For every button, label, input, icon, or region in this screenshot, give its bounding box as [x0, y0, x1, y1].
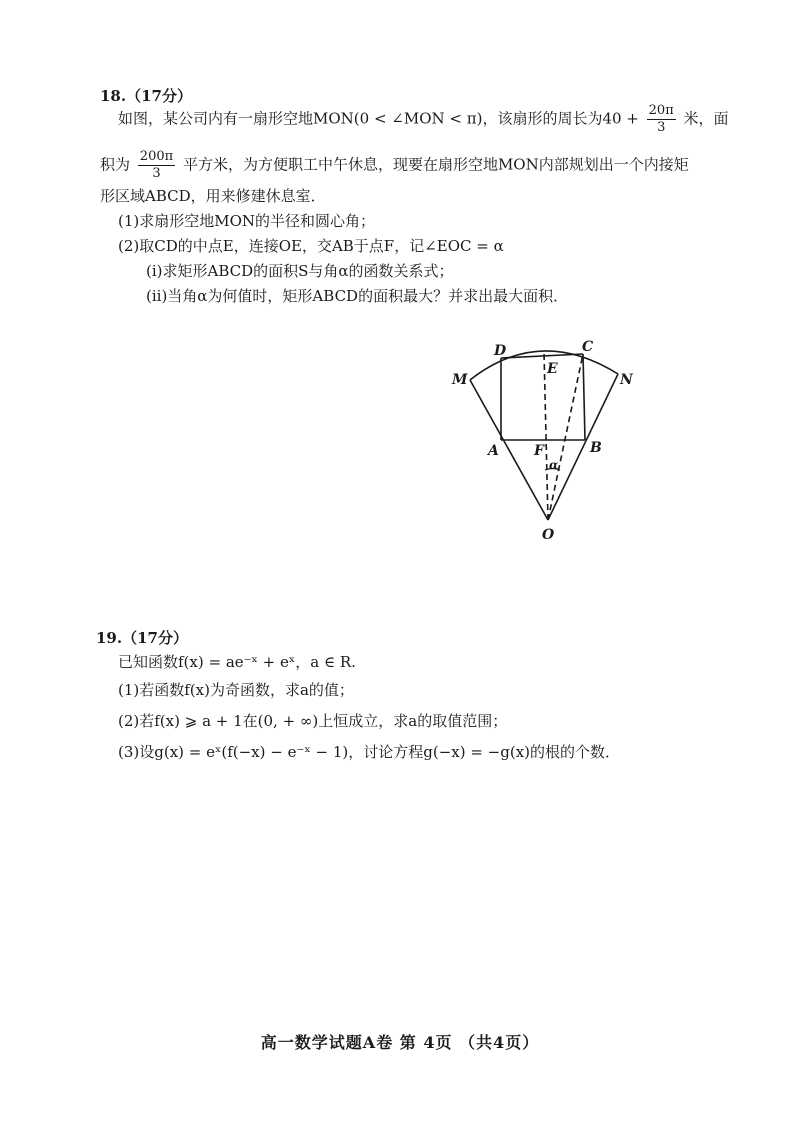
q18-part1: (1)求扇形空地MON的半径和圆心角；: [118, 212, 376, 230]
area-fraction-denominator: 3: [152, 166, 161, 181]
label-C: C: [582, 339, 594, 355]
segment-OC: [548, 354, 583, 520]
label-M: M: [452, 372, 468, 388]
label-A: A: [488, 443, 499, 459]
segment-OE: [544, 352, 548, 520]
label-F: F: [534, 443, 544, 459]
label-E: E: [547, 361, 558, 377]
q18-intro-line3: 形区域ABCD，用来修建休息室．: [100, 187, 326, 205]
label-alpha: α: [549, 458, 559, 472]
label-B: B: [590, 440, 602, 456]
side-CB: [583, 354, 585, 440]
area-fraction-numerator: 200π: [139, 149, 174, 164]
q19-given: 已知函数f(x) = ae⁻ˣ + eˣ，a ∈ R.: [118, 653, 356, 671]
label-O: O: [542, 527, 555, 543]
page-footer: 高一数学试题A卷 第 4页 （共4页）: [260, 1033, 540, 1052]
q18-number: 18.（17分）: [100, 87, 192, 105]
q18-intro-a: 如图，某公司内有一扇形空地MON(0 < ∠MON < π)，该扇形的周长为40 +: [118, 109, 639, 128]
q18-intro-b: 米，面: [683, 109, 729, 128]
q19-part2: (2)若f(x) ⩾ a + 1在(0, + ∞)上恒成立，求a的取值范围；: [118, 712, 508, 730]
perimeter-fraction-numerator: 20π: [648, 103, 674, 118]
q18-part2: (2)取CD的中点E，连接OE，交AB于点F，记∠EOC = α: [118, 237, 504, 255]
q18-part2-i: (i)求矩形ABCD的面积S与角α的函数关系式；: [146, 262, 454, 280]
perimeter-fraction-denominator: 3: [657, 120, 666, 135]
q18-area-prefix: 积为: [100, 155, 131, 174]
q18-part2-ii: (ii)当角α为何值时，矩形ABCD的面积最大？并求出最大面积．: [146, 287, 569, 305]
q19-number: 19.（17分）: [96, 629, 188, 647]
label-N: N: [620, 372, 633, 388]
label-D: D: [494, 343, 507, 359]
q19-part1: (1)若函数f(x)为奇函数，求a的值；: [118, 681, 354, 699]
q18-area-suffix: 平方米，为方便职工中午休息，现要在扇形空地MON内部规划出一个内接矩: [182, 155, 689, 174]
q19-part3: (3)设g(x) = eˣ(f(−x) − e⁻ˣ − 1)，讨论方程g(−x) = −g(x)的根的个数．: [118, 743, 621, 761]
radius-ON: [548, 374, 618, 520]
